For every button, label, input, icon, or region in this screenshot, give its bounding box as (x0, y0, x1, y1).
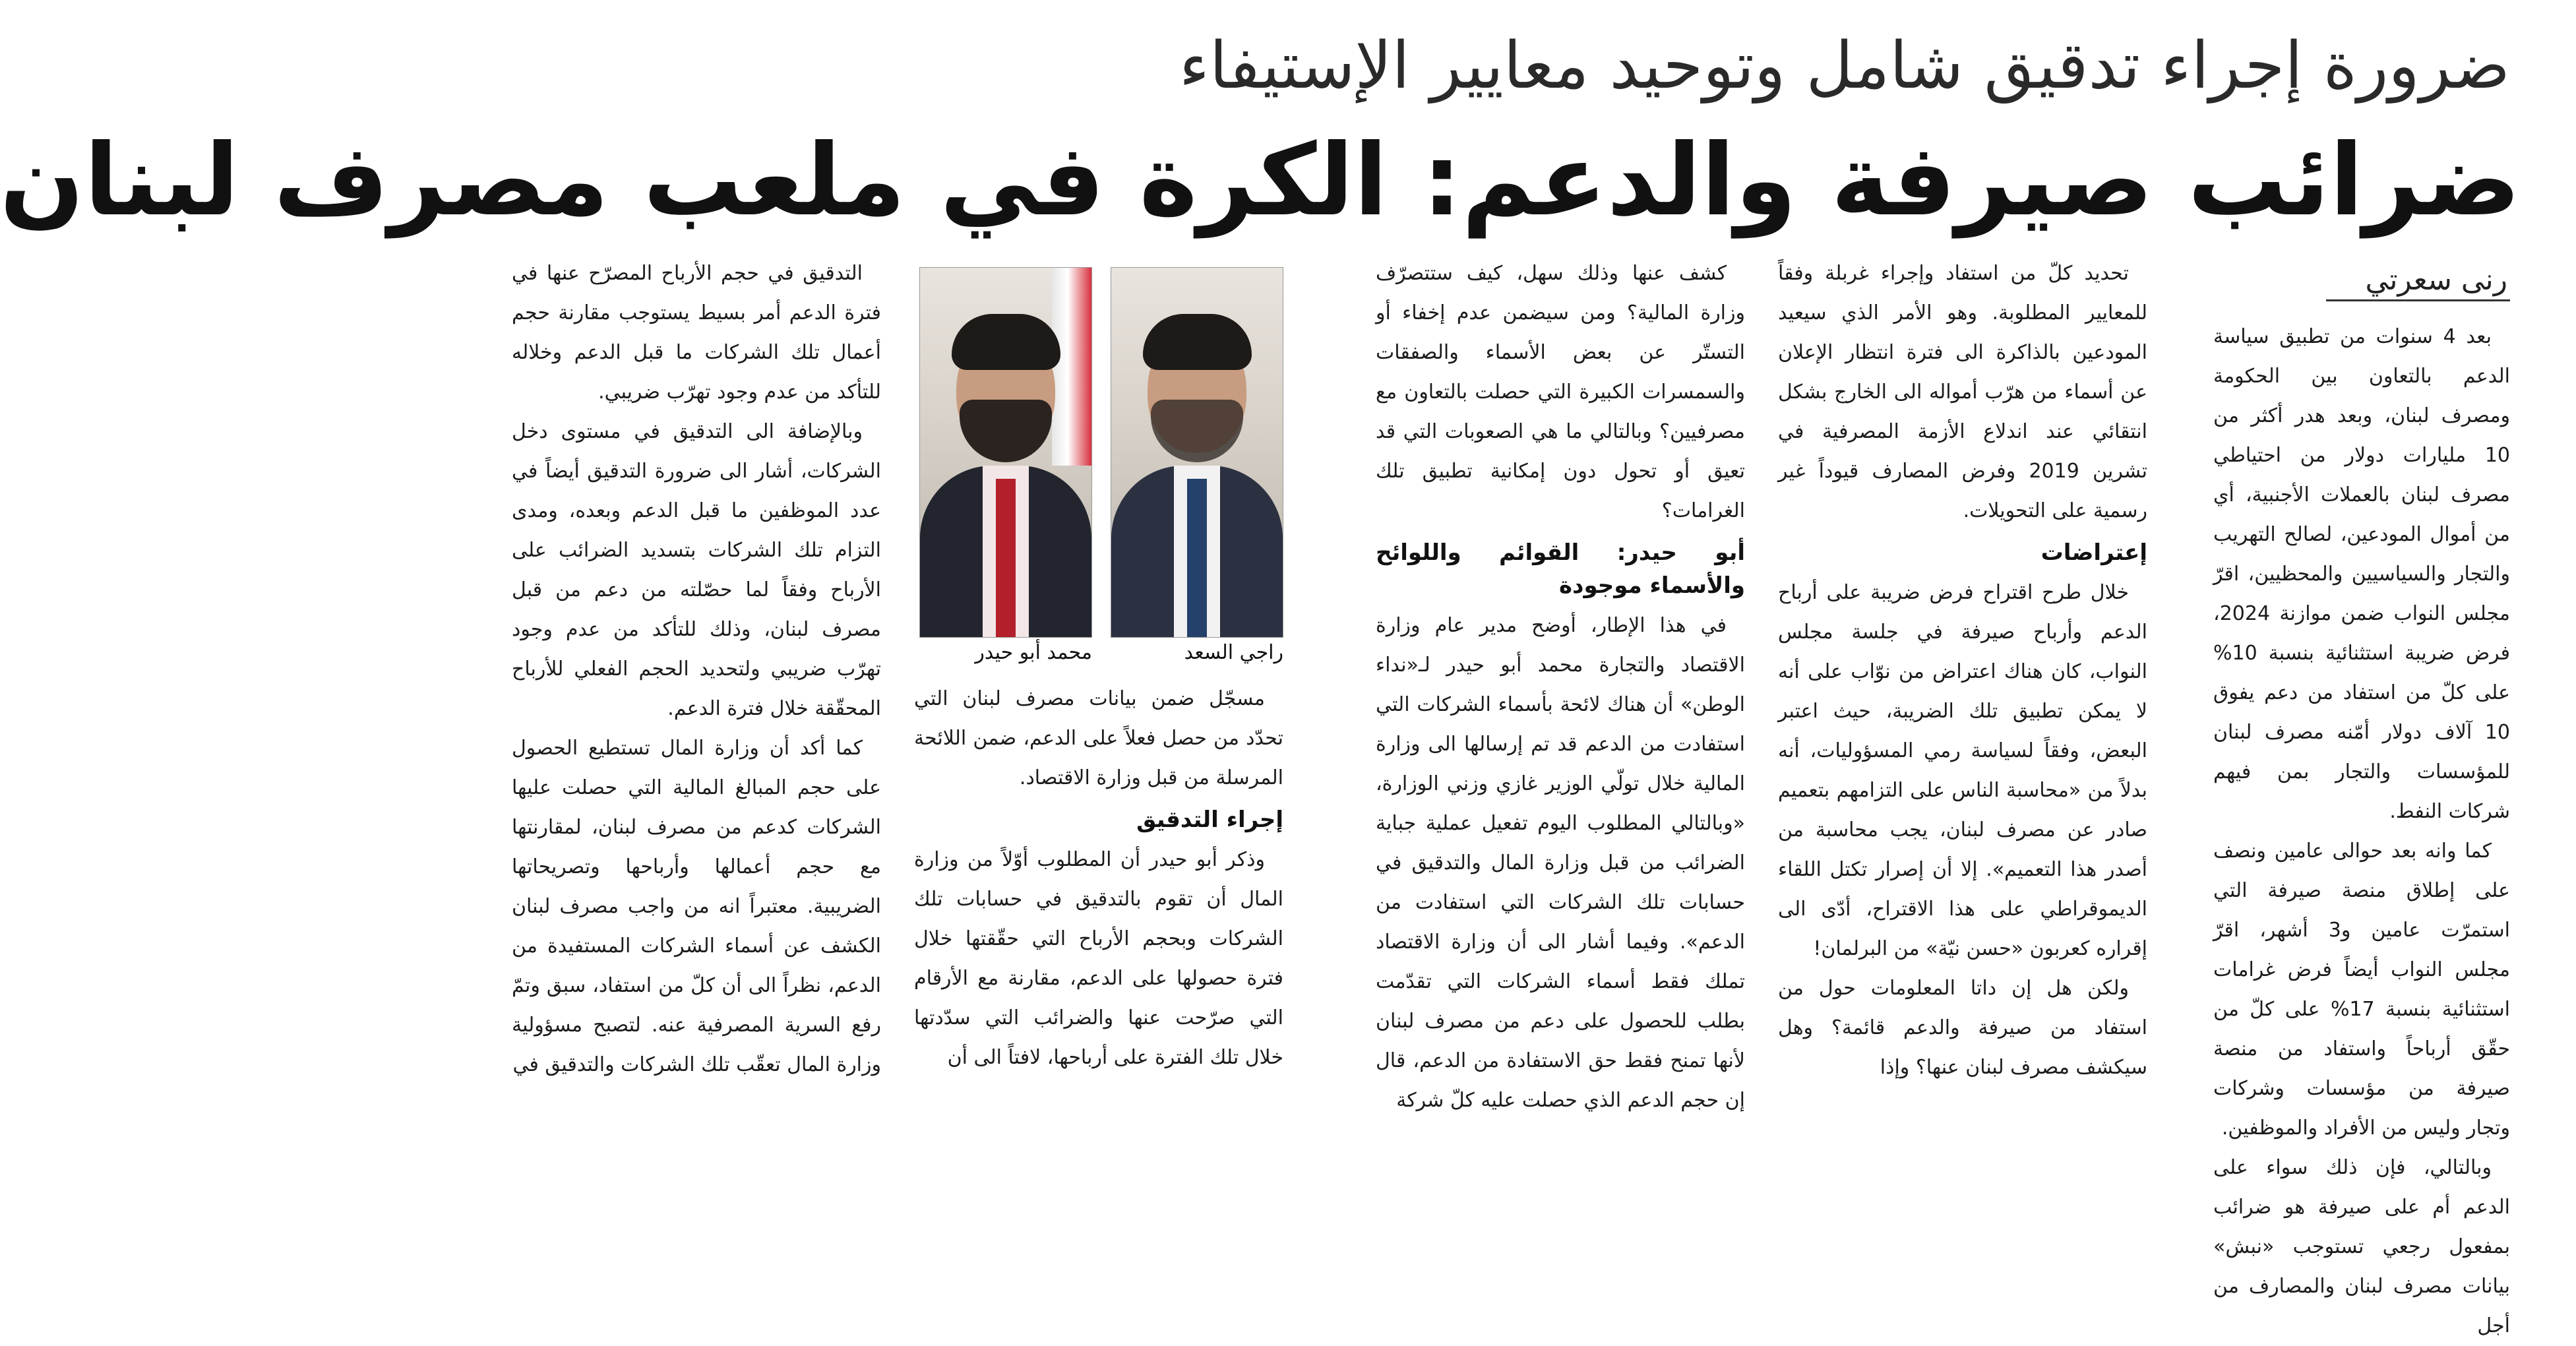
paragraph: وذكر أبو حيدر أن المطلوب أوّلاً من وزارة المال أن تقوم بالتدقيق في حسابات تلك الشركات وبحجم الأرباح التي حقّقتها خلال فترة حصولها على الدعم، مقارنة مع الأرقام التي صرّحت عنها والضرائب التي سدّدتها خلال تلك الفترة على أرباحها، لافتاً الى أن (914, 848, 1283, 1069)
beard-shape (1151, 400, 1243, 462)
section-heading: إجراء التدقيق (1136, 807, 1283, 833)
paragraph: بعد 4 سنوات من تطبيق سياسة الدعم بالتعاون بين الحكومة ومصرف لبنان، وبعد هدر أكثر من 10 مليارات دولار من احتياطي مصرف لبنان بالعملات الأجنبية، أي من أموال المودعين، لصالح التهريب والتجار والسياسيين والمحظيين، اقرّ مجلس النواب ضمن موازنة 2024، فرض ضريبة استثنائية بنسبة 10% على كلّ من استفاد من دعم يفوق 10 آلاف دولار أمّنه مصرف لبنان للمؤسسات والتجار بمن فيهم شركات النفط. (2213, 325, 2510, 823)
photo-caption-right: راجي السعد (1184, 641, 1283, 664)
section-heading: أبو حيدر: القوائم واللوائح والأسماء موجودة (1376, 539, 1745, 599)
paragraph: كما أكد أن وزارة المال تستطيع الحصول على حجم المبالغ المالية التي حصلت عليها الشركات كدعم من مصرف لبنان، لمقارنتها مع حجم أعمالها وأرباحها وتصريحاتها الضريبية. معتبراً انه من واجب مصرف لبنان الكشف عن أسماء الشركات المستفيدة من الدعم، نظراً الى أن كلّ من استفاد، سبق وتمّ رفع السرية المصرفية عنه. لتصبح مسؤولية وزارة المال تعقّب تلك الشركات والتدقيق في (512, 737, 881, 1076)
column-4 (914, 679, 1283, 1118)
hair-shape (1143, 314, 1252, 370)
flag-shape (1052, 268, 1091, 466)
column-5 (512, 254, 881, 1118)
hair-shape (952, 314, 1060, 370)
photo-caption-left: محمد أبو حيدر (975, 641, 1092, 664)
author-name: رنى سعرتي (2326, 263, 2510, 301)
beard-shape (960, 400, 1052, 462)
paragraph: كشف عنها وذلك سهل، كيف ستتصرّف وزارة المالية؟ ومن سيضمن عدم إخفاء أو التستّر عن بعض الأسماء والصفقات والسمسرات الكبيرة التي حصلت بالتعاون مع مصرفيين؟ وبالتالي ما هي الصعوبات التي قد تعيق أو تحول دون إمكانية تطبيق تلك الغرامات؟ (1376, 262, 1745, 522)
column-3 (1376, 254, 1745, 1118)
paragraph: مسجّل ضمن بيانات مصرف لبنان التي تحدّد من حصل فعلاً على الدعم، ضمن اللائحة المرسلة من قبل وزارة الاقتصاد. (914, 687, 1283, 789)
section-heading: إعتراضات (2040, 539, 2147, 566)
paragraph: كما وانه بعد حوالى عامين ونصف على إطلاق منصة صيرفة التي استمرّت عامين و3 أشهر، اقرّ مجلس النواب أيضاً فرض غرامات استثنائية بنسبة 17% على كلّ من حقّق أرباحاً واستفاد من منصة صيرفة من مؤسسات وشركات وتجار وليس من الأفراد والموظفين. (2213, 840, 2510, 1140)
column-1 (2213, 254, 2510, 1337)
subheadline: ضرورة إجراء تدقيق شامل وتوحيد معايير الإستيفاء (1179, 28, 2510, 104)
paragraph: خلال طرح اقتراح فرض ضريبة على أرباح الدعم وأرباح صيرفة في جلسة مجلس النواب، كان هناك اعتراض من نوّاب على أنه لا يمكن تطبيق تلك الضريبة، حيث اعتبر البعض، وفقاً لسياسة رمي المسؤوليات، أنه بدلاً من «محاسبة الناس على التزامهم بتعميم صادر عن مصرف لبنان، يجب محاسبة من أصدر هذا التعميم». إلا أن إصرار تكتل اللقاء الديموقراطي على هذا الاقتراح، أدّى الى إقراره كعربون «حسن نيّة» من البرلمان! (1778, 581, 2147, 960)
photo-mohammad-abou-haidar (919, 267, 1092, 638)
paragraph: التدقيق في حجم الأرباح المصرّح عنها في فترة الدعم أمر بسيط يستوجب مقارنة حجم أعمال تلك الشركات ما قبل الدعم وخلاله للتأكد من عدم وجود تهرّب ضريبي. (512, 262, 881, 404)
headline: ضرائب صيرفة والدعم: الكرة في ملعب مصرف لبنان (0, 123, 2521, 238)
tie-shape (996, 479, 1016, 637)
paragraph: وبالإضافة الى التدقيق في مستوى دخل الشركات، أشار الى ضرورة التدقيق أيضاً في عدد الموظفين ما قبل الدعم وبعده، ومدى التزام تلك الشركات بتسديد الضرائب على الأرباح وفقاً لما حصّلته من دعم من قبل مصرف لبنان، وذلك للتأكد من عدم وجود تهرّب ضريبي ولتحديد الحجم الفعلي للأرباح المحقّقة خلال فترة الدعم. (512, 420, 881, 720)
column-2 (1778, 254, 2147, 1118)
paragraph: في هذا الإطار، أوضح مدير عام وزارة الاقتصاد والتجارة محمد أبو حيدر لـ«نداء الوطن» أن هناك لائحة بأسماء الشركات التي استفادت من الدعم قد تم إرسالها الى وزارة المالية خلال تولّي الوزير غازي وزني الوزارة، «وبالتالي المطلوب اليوم تفعيل عملية جباية الضرائب من قبل وزارة المال والتدقيق في حسابات تلك الشركات التي استفادت من الدعم». وفيما أشار الى أن وزارة الاقتصاد تملك فقط أسماء الشركات التي تقدّمت بطلب للحصول على دعم من مصرف لبنان لأنها تمنح فقط حق الاستفادة من الدعم، قال إن حجم الدعم الذي حصلت عليه كلّ شركة (1376, 614, 1745, 1112)
paragraph: وبالتالي، فإن ذلك سواء على الدعم أم على صيرفة هو ضرائب بمفعول رجعي تستوجب «نبش» بيانات مصرف لبنان والمصارف من أجل (2213, 1156, 2510, 1337)
paragraph: تحديد كلّ من استفاد وإجراء غربلة وفقاً للمعايير المطلوبة. وهو الأمر الذي سيعيد المودعين بالذاكرة الى فترة انتظار الإعلان عن أسماء من هرّب أمواله الى الخارج بشكل انتقائي عند اندلاع الأزمة المصرفية في تشرين 2019 وفرض المصارف قيوداً غير رسمية على التحويلات. (1778, 262, 2147, 522)
photo-raji-saad (1111, 267, 1283, 638)
tie-shape (1187, 479, 1207, 637)
paragraph: ولكن هل إن داتا المعلومات حول من استفاد من صيرفة والدعم قائمة؟ وهل سيكشف مصرف لبنان عنها؟ وإذا (1778, 977, 2147, 1079)
author-byline (2213, 260, 2510, 300)
